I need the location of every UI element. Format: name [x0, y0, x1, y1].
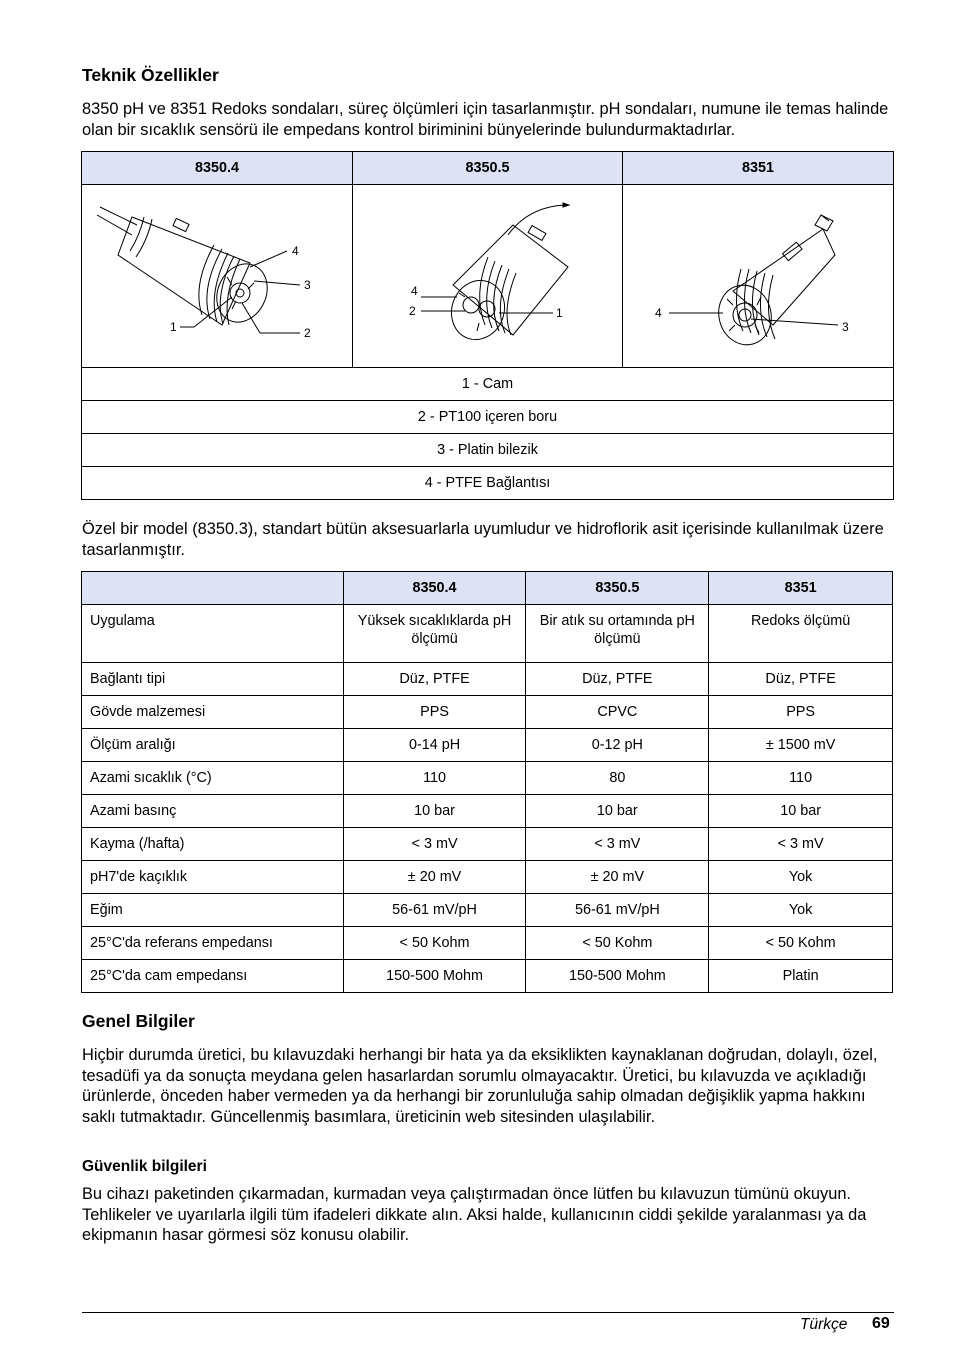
spec-value: 110: [709, 762, 893, 795]
spec-value: Redoks ölçümü: [709, 605, 893, 663]
section-title-technical: Teknik Özellikler: [82, 65, 219, 85]
spec-value: ± 20 mV: [526, 861, 709, 894]
specifications-table: [81, 571, 893, 993]
spec-value: PPS: [709, 696, 893, 729]
spec-label: Azami basınç: [82, 795, 344, 828]
spec-value: 56-61 mV/pH: [526, 894, 709, 927]
spec-label: 25°C'da referans empedansı: [82, 927, 344, 960]
table-row: [82, 762, 893, 795]
safety-info-text: Bu cihazı paketinden çıkarmadan, kurmadan veya çalıştırmadan önce lütfen bu kılavuzun tümünü okuyun. Tehlikeler ve uyarılarla ilgili tüm ifadeleri dikkate alın. Aksi halde, kullanıcının ciddi şekilde yaralanması ya da ekipmanın hasar görmesi söz konusu olabilir.: [82, 1185, 867, 1244]
spec-value: 56-61 mV/pH: [343, 894, 526, 927]
callout-4: 4: [655, 306, 662, 320]
spec-value: 110: [343, 762, 526, 795]
probe-illustration-8350-4: [82, 185, 353, 368]
table-row: [82, 663, 893, 696]
spec-value: Düz, PTFE: [526, 663, 709, 696]
spec-value: Platin: [709, 960, 893, 993]
safety-subtitle: Güvenlik bilgileri: [82, 1158, 207, 1175]
probe-illustration-8351: [623, 185, 894, 368]
spec-label: Uygulama: [82, 605, 344, 663]
spec-label: Gövde malzemesi: [82, 696, 344, 729]
callout-2: 2: [409, 304, 416, 318]
table-row: [82, 960, 893, 993]
probe-8350-4-drawing: [82, 185, 352, 363]
spec-label: Bağlantı tipi: [82, 663, 344, 696]
callout-4: 4: [411, 284, 418, 298]
table-row: [82, 894, 893, 927]
legend-item-pt100-tube: 2 - PT100 içeren boru: [82, 401, 894, 434]
table-row: [82, 696, 893, 729]
spec-value: < 50 Kohm: [526, 927, 709, 960]
spec-header-blank: [82, 572, 344, 605]
probe-8351-drawing: [623, 185, 893, 363]
callout-4: 4: [292, 244, 299, 258]
spec-value: < 50 Kohm: [709, 927, 893, 960]
spec-label: pH7'de kaçıklık: [82, 861, 344, 894]
spec-label: 25°C'da cam empedansı: [82, 960, 344, 993]
spec-value: PPS: [343, 696, 526, 729]
probe-8350-5-drawing: [353, 185, 622, 363]
spec-value: CPVC: [526, 696, 709, 729]
spec-value: < 3 mV: [343, 828, 526, 861]
spec-value: < 3 mV: [709, 828, 893, 861]
spec-value: 150-500 Mohm: [526, 960, 709, 993]
page-number: 69: [872, 1315, 890, 1332]
spec-value: 0-12 pH: [526, 729, 709, 762]
spec-value: Yok: [709, 861, 893, 894]
legend-item-ptfe-junction: 4 - PTFE Bağlantısı: [82, 467, 894, 500]
probe-figure-table: [81, 151, 894, 500]
footer-language: Türkçe: [800, 1316, 848, 1333]
figure-header-8351: 8351: [623, 152, 894, 185]
table-row: [82, 795, 893, 828]
figure-header-8350-4: 8350.4: [82, 152, 353, 185]
figure-header-8350-5: 8350.5: [353, 152, 623, 185]
spec-value: Düz, PTFE: [343, 663, 526, 696]
table-row: [82, 828, 893, 861]
callout-2: 2: [304, 326, 311, 340]
spec-value: 80: [526, 762, 709, 795]
spec-label: Ölçüm aralığı: [82, 729, 344, 762]
general-info-text: Hiçbir durumda üretici, bu kılavuzdaki herhangi bir hata ya da eksiklikten kaynaklanan doğrudan, dolaylı, özel, tesadüfi ya da sonuçta meydana gelen hasarlardan sorumlu olmayacaktır. Üretici, bu kılavuzda ve açıkladığı ürünlerde, önceden haber vermeden ya da herhangi bir zorunluluğa sahip olmadan değişiklik yapma hakkını saklı tutmaktadır. Güncellenmiş basımlara, üreticinin web sitesinden ulaşılabilir.: [82, 1046, 878, 1126]
footer-divider: [82, 1312, 894, 1313]
special-model-note: Özel bir model (8350.3), standart bütün aksesuarlarla uyumludur ve hidroflorik asit içerisinde kullanılmak üzere tasarlanmıştır.: [82, 520, 884, 559]
spec-value: < 50 Kohm: [343, 927, 526, 960]
spec-value: 150-500 Mohm: [343, 960, 526, 993]
callout-1: 1: [556, 306, 563, 320]
callout-3: 3: [304, 278, 311, 292]
spec-value: 10 bar: [526, 795, 709, 828]
spec-header-8350-4: 8350.4: [343, 572, 526, 605]
technical-intro: 8350 pH ve 8351 Redoks sondaları, süreç ölçümleri için tasarlanmıştır. pH sondaları, numune ile temas halinde olan bir sıcaklık sensörü ile empedans kontrol biriminini bünyelerinde bulundurmaktadırlar.: [82, 100, 889, 139]
spec-value: < 3 mV: [526, 828, 709, 861]
table-row: [82, 927, 893, 960]
spec-label: Eğim: [82, 894, 344, 927]
table-row: [82, 861, 893, 894]
spec-label: Kayma (/hafta): [82, 828, 344, 861]
spec-table-body: [82, 605, 893, 993]
section-title-general: Genel Bilgiler: [82, 1011, 195, 1031]
spec-header-8350-5: 8350.5: [526, 572, 709, 605]
probe-illustration-8350-5: [353, 185, 623, 368]
spec-value: Düz, PTFE: [709, 663, 893, 696]
spec-value: ± 20 mV: [343, 861, 526, 894]
spec-value: 10 bar: [343, 795, 526, 828]
table-row: [82, 605, 893, 663]
table-row: [82, 729, 893, 762]
spec-value: Bir atık su ortamında pH ölçümü: [526, 605, 709, 663]
spec-value: Yüksek sıcaklıklarda pH ölçümü: [343, 605, 526, 663]
spec-value: Yok: [709, 894, 893, 927]
legend-item-glass: 1 - Cam: [82, 368, 894, 401]
spec-value: 0-14 pH: [343, 729, 526, 762]
spec-label: Azami sıcaklık (°C): [82, 762, 344, 795]
spec-value: ± 1500 mV: [709, 729, 893, 762]
legend-item-platinum-ring: 3 - Platin bilezik: [82, 434, 894, 467]
callout-3: 3: [842, 320, 849, 334]
spec-header-8351: 8351: [709, 572, 893, 605]
callout-1: 1: [170, 320, 177, 334]
spec-value: 10 bar: [709, 795, 893, 828]
